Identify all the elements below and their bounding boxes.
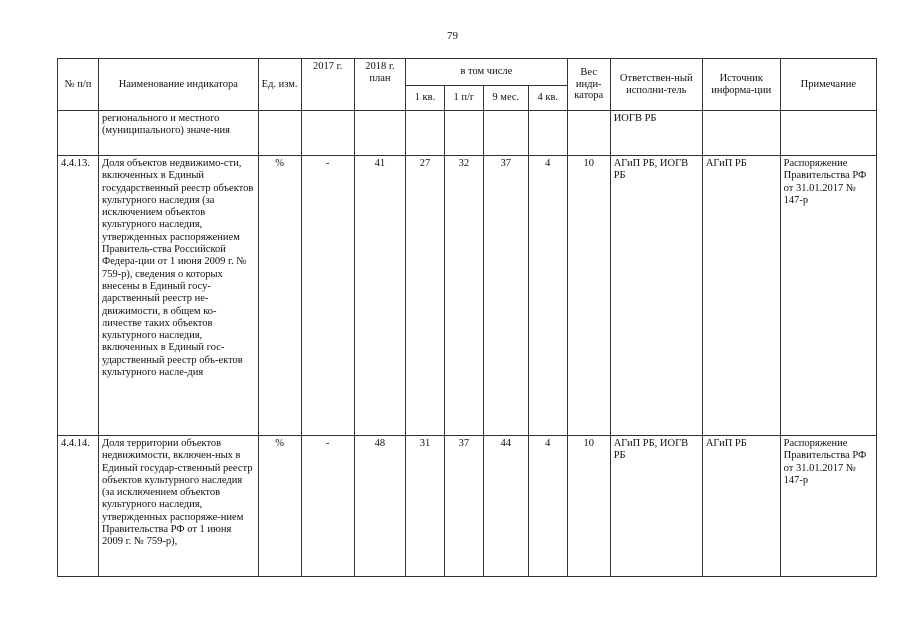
cell-2017: -	[301, 156, 354, 436]
indicators-table	[57, 58, 877, 577]
cell-h1: 32	[444, 156, 483, 436]
header-q4: 4 кв.	[528, 86, 567, 111]
cell-9m: 44	[483, 436, 528, 577]
cell-2018-plan: 48	[354, 436, 405, 577]
header-h1: 1 п/г	[444, 86, 483, 111]
header-2018-plan: 2018 г. план	[354, 59, 405, 111]
cell-source: АГиП РБ	[702, 156, 780, 436]
header-weight: Вес инди-катора	[567, 59, 610, 111]
cell-note: Распоряжение Правительства РФ от 31.01.2017 № 147-р	[780, 156, 876, 436]
header-executor: Ответствен-ный исполни-тель	[610, 59, 702, 111]
cell-num	[58, 111, 99, 156]
cell-q1: 31	[406, 436, 445, 577]
cell-name: Доля объектов недвижимо-сти, включенных в Единый государственный реестр объектов культурного наследия (за исключением объектов культурного наследия, утвержденных распоряжением Правитель-ства Российской Федера-ции от 1 июня 2009 г. № 759-р), сведения о которых внесены в Единый госу-дарственный реестр не-движимости, в общем ко-личестве таких объектов культурного наследия, включенных в Единый гос-ударственный реестр объ-ектов культурного насле-дия	[98, 156, 258, 436]
cell-9m: 37	[483, 156, 528, 436]
cell-unit: %	[258, 436, 301, 577]
cell-h1: 37	[444, 436, 483, 577]
header-including: в том числе	[406, 59, 568, 86]
table-row	[58, 436, 877, 577]
header-num: № п/п	[58, 59, 99, 111]
cell-source: АГиП РБ	[702, 436, 780, 577]
header-unit: Ед. изм.	[258, 59, 301, 111]
cell-executor: ИОГВ РБ	[610, 111, 702, 156]
cell-num: 4.4.13.	[58, 156, 99, 436]
cell-q1: 27	[406, 156, 445, 436]
cell-q4: 4	[528, 436, 567, 577]
cell-note: Распоряжение Правительства РФ от 31.01.2017 № 147-р	[780, 436, 876, 577]
cell-executor: АГиП РБ, ИОГВ РБ	[610, 156, 702, 436]
cell-num: 4.4.14.	[58, 436, 99, 577]
table-row	[58, 156, 877, 436]
cell-unit: %	[258, 156, 301, 436]
cell-name: регионального и местного (муниципального) значе-ния	[98, 111, 258, 156]
header-2017: 2017 г.	[301, 59, 354, 111]
table-row-continuation	[58, 111, 877, 156]
cell-executor: АГиП РБ, ИОГВ РБ	[610, 436, 702, 577]
cell-weight: 10	[567, 156, 610, 436]
cell-2018-plan: 41	[354, 156, 405, 436]
header-row	[58, 59, 877, 86]
header-source: Источник информа-ции	[702, 59, 780, 111]
page-number: 79	[447, 30, 458, 42]
cell-q4: 4	[528, 156, 567, 436]
cell-2017: -	[301, 436, 354, 577]
header-note: Примечание	[780, 59, 876, 111]
header-q1: 1 кв.	[406, 86, 445, 111]
header-name: Наименование индикатора	[98, 59, 258, 111]
cell-name: Доля территории объектов недвижимости, включен-ных в Единый государ-ственный реестр объектов культурного наследия (за исключением объектов культурного наследия, утвержденных распоряже-нием Правительства РФ от 1 июня 2009 г. № 759-р),	[98, 436, 258, 577]
cell-weight: 10	[567, 436, 610, 577]
header-9m: 9 мес.	[483, 86, 528, 111]
